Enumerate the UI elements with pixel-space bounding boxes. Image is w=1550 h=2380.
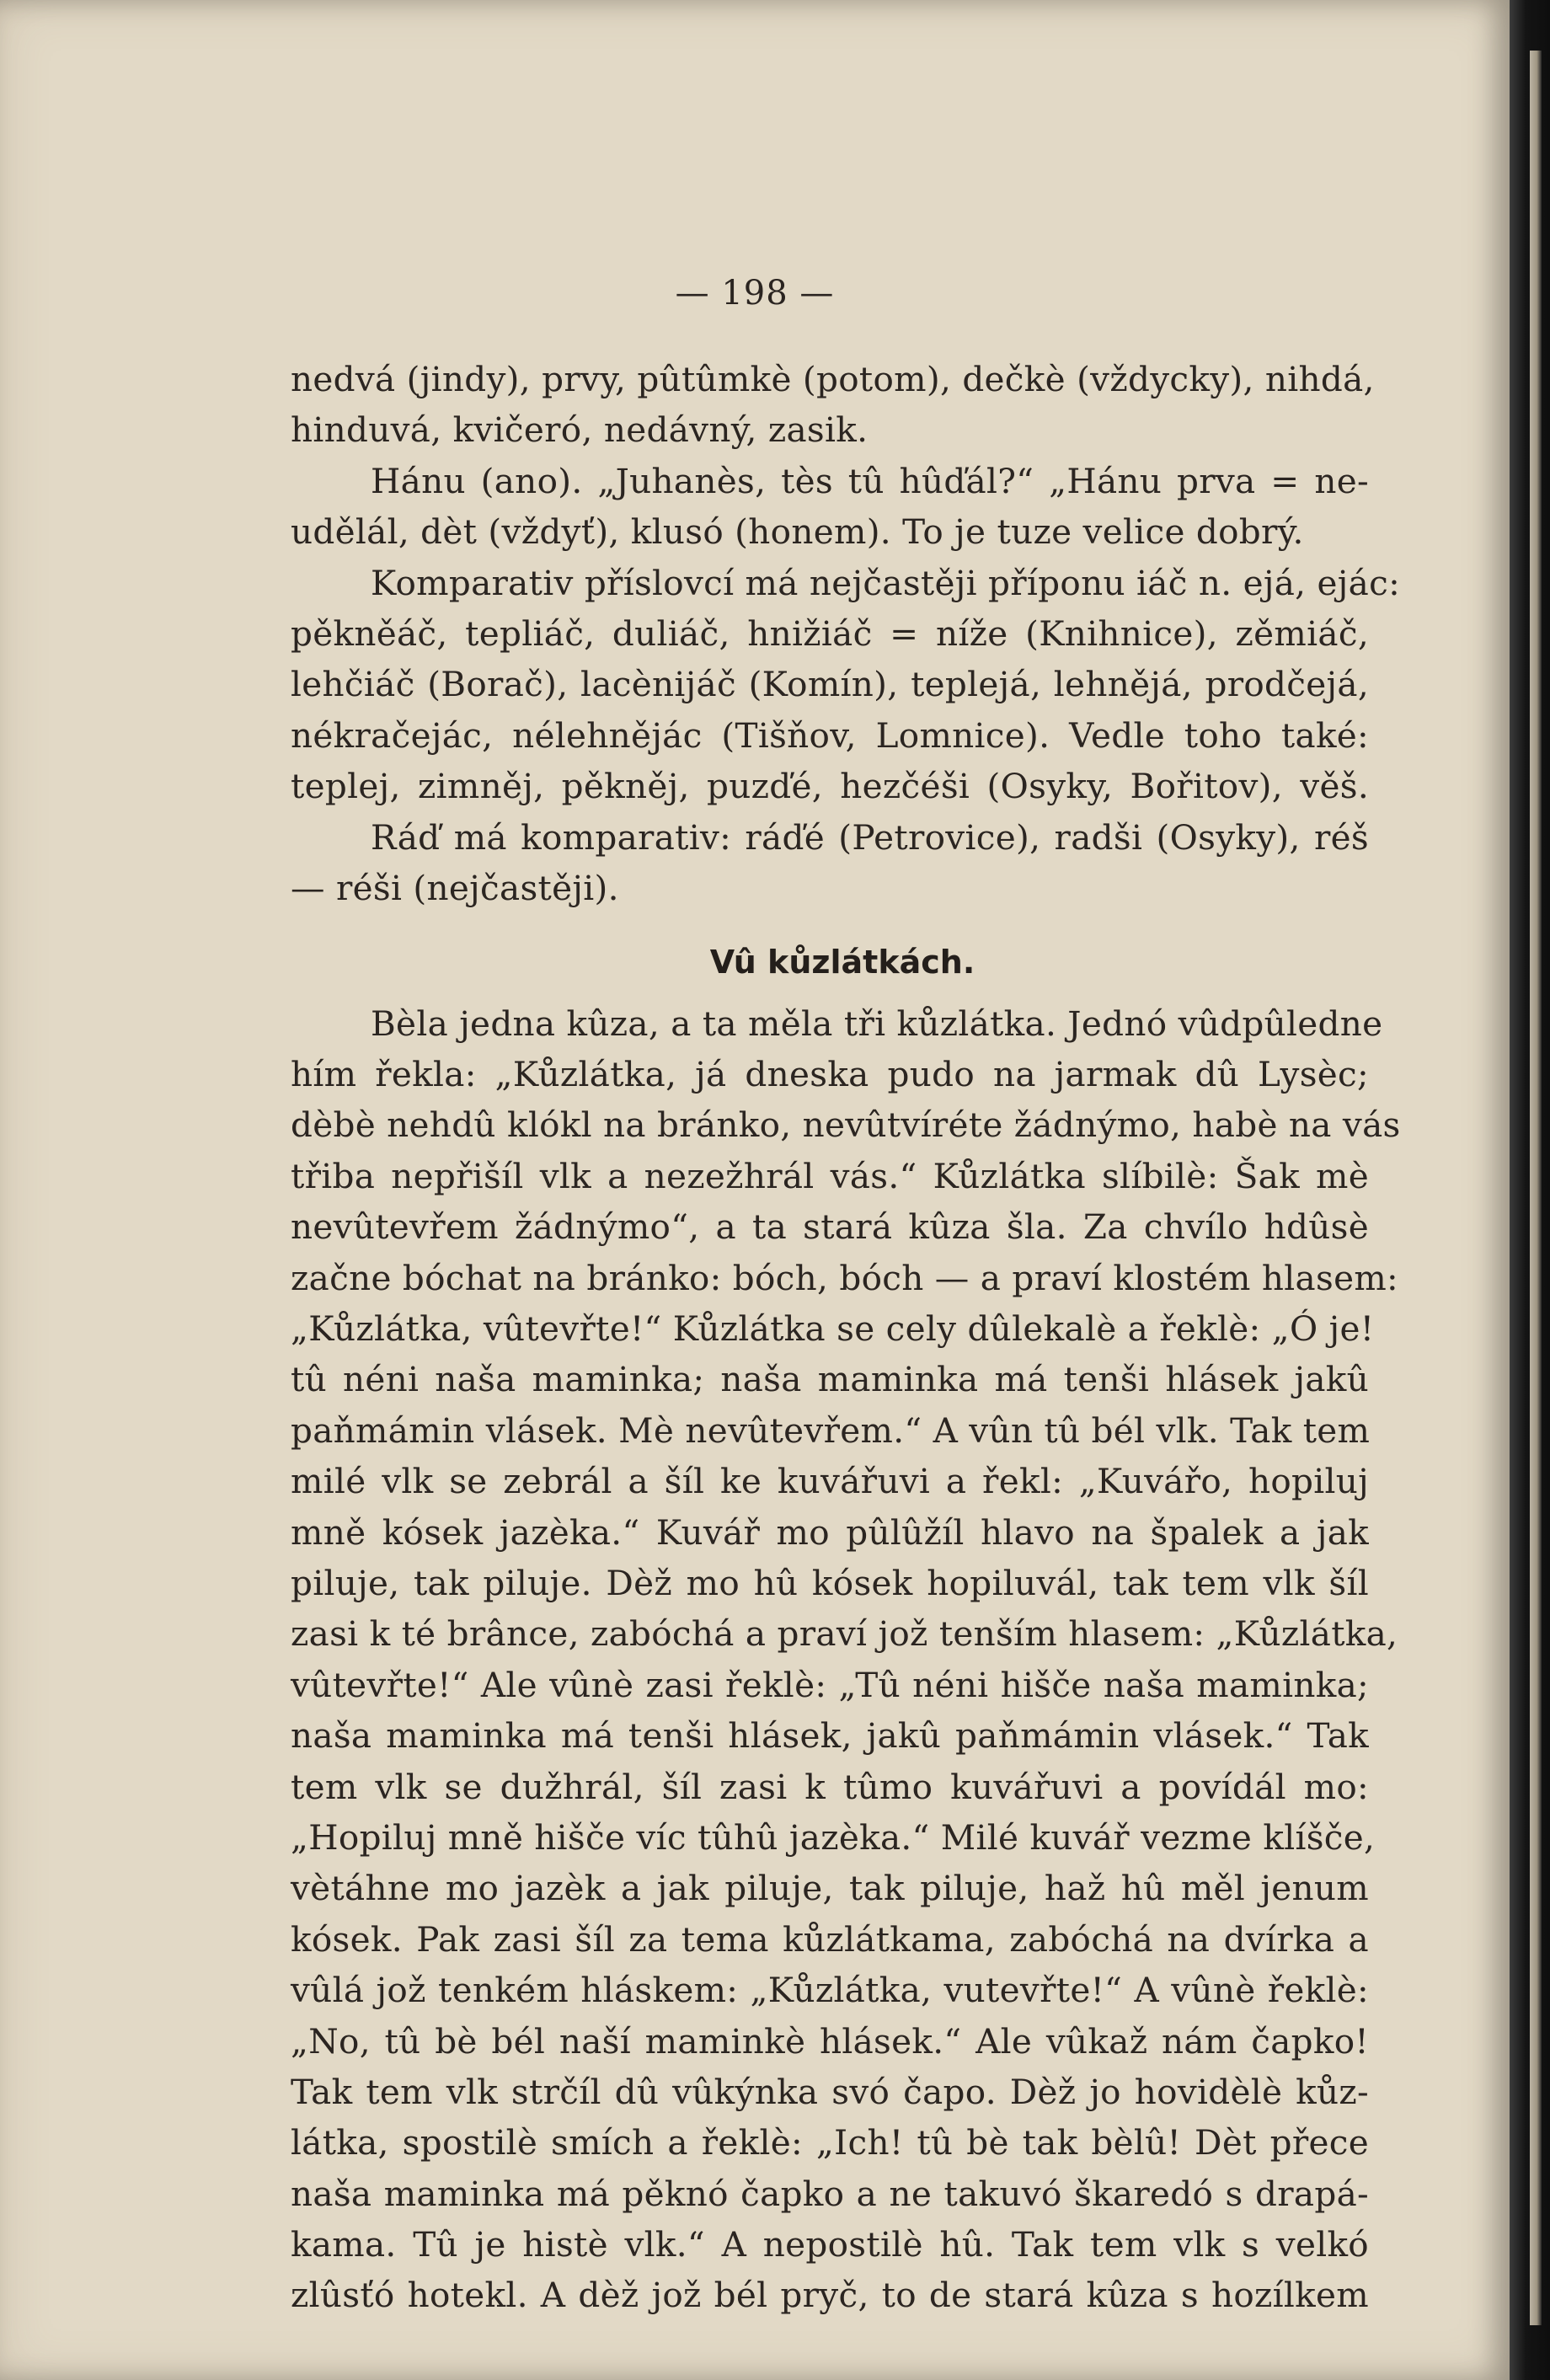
text-line: Hánu (ano). „Juhanès, tès tû hûďál?“ „Hánu prva = ne- xyxy=(371,460,1369,501)
text-line: tû néni naša maminka; naša maminka má tenši hlásek jakû xyxy=(291,1359,1369,1400)
text-line: udělál, dèt (vždyť), klusó (honem). To je tuze velice dobrý. xyxy=(291,511,1304,553)
text-line: — réši (nejčastěji). xyxy=(291,867,619,908)
text-line: nevûtevřem žádnýmo“, a ta stará kûza šla. Za chvílo hdûsè xyxy=(291,1206,1369,1248)
text-line: lehčiáč (Borač), lacènijáč (Komín), teplejá, lehnějá, prodčejá, xyxy=(291,664,1369,705)
text-line: zasi k té brânce, zabóchá a praví jož tenším hlasem: „Kůzlátka, xyxy=(291,1613,1398,1655)
text-line: Ráď má komparativ: ráďé (Petrovice), radši (Osyky), réš xyxy=(371,816,1369,858)
text-line: teplej, zimněj, pěkněj, puzďé, hezčéši (Osyky, Bořitov), věš. xyxy=(291,766,1369,807)
page-number: — 198 — xyxy=(675,274,835,313)
text-line: vûtevřte!“ Ale vûnè zasi řeklè: „Tû néni hišče naša maminka; xyxy=(291,1664,1369,1705)
text-line: Bèla jedna kûza, a ta měla tři kůzlátka. Jednó vûdpûledne xyxy=(371,1003,1383,1044)
text-line: milé vlk se zebrál a šíl ke kuvářuvi a řekl: „Kuvářo, hopiluj xyxy=(291,1461,1369,1502)
text-line: piluje, tak piluje. Dèž mo hû kósek hopiluvál, tak tem vlk šíl xyxy=(291,1562,1369,1603)
text-line: Komparativ příslovcí má nejčastěji příponu iáč n. ejá, ejác: xyxy=(371,562,1401,603)
text-line: naša maminka má tenši hlásek, jakû paňmámin vlásek.“ Tak xyxy=(291,1715,1369,1757)
book-edge xyxy=(1510,0,1550,2380)
text-line: paňmámin vlásek. Mè nevûtevřem.“ A vûn tû bél vlk. Tak tem xyxy=(291,1409,1371,1451)
text-line: dèbè nehdû klókl na bránko, nevûtvíréte žádnýmo, habè na vás xyxy=(291,1104,1401,1146)
text-line: Tak tem vlk strčíl dû vûkýnka svó čapo. Dèž jo hovidèlè kůz- xyxy=(291,2071,1369,2112)
text-line: třiba nepřišíl vlk a nezežhrál vás.“ Kůzlátka slíbilè: Šak mè xyxy=(291,1155,1369,1196)
text-line: látka, spostilè smích a řeklè: „Ich! tû bè tak bèlû! Dèt přece xyxy=(291,2122,1369,2163)
text-line: vètáhne mo jazèk a jak piluje, tak piluje, haž hû měl jenum xyxy=(291,1868,1369,1909)
text-line: hinduvá, kvičeró, nedávný, zasik. xyxy=(291,409,869,451)
text-line: vûlá jož tenkém hláskem: „Kůzlátka, vutevřte!“ A vûnè řeklè: xyxy=(291,1970,1369,2011)
section-heading: Vû kůzlátkách. xyxy=(709,944,975,981)
text-line: „No, tû bè bél naší maminkè hlásek.“ Ale vûkaž nám čapko! xyxy=(291,2020,1369,2062)
text-line: naša maminka má pěknó čapko a ne takuvó škaredó s drapá- xyxy=(291,2173,1369,2214)
text-line: kósek. Pak zasi šíl za tema kůzlátkama, zabóchá na dvírka a xyxy=(291,1918,1369,1960)
text-line: začne bóchat na bránko: bóch, bóch — a praví klostém hlasem: xyxy=(291,1257,1398,1298)
text-line: pěkněáč, tepliáč, duliáč, hnižiáč = níže (Knihnice), zěmiáč, xyxy=(291,612,1369,654)
text-line: „Hopiluj mně hišče víc tûhû jazèka.“ Milé kuvář vezme klíšče, xyxy=(291,1816,1376,1858)
text-line: hím řekla: „Kůzlátka, já dneska pudo na jarmak dû Lysèc; xyxy=(291,1054,1369,1095)
text-line: nékračejác, nélehnějác (Tišňov, Lomnice). Vedle toho také: xyxy=(291,714,1369,756)
text-line: mně kósek jazèka.“ Kuvář mo pûlûžíl hlavo na špalek a jak xyxy=(291,1511,1369,1553)
text-body xyxy=(291,354,1401,2321)
text-line: kama. Tû je histè vlk.“ A nepostilè hû. Tak tem vlk s velkó xyxy=(291,2224,1369,2265)
text-line: tem vlk se dužhrál, šíl zasi k tûmo kuvářuvi a povídál mo: xyxy=(291,1766,1369,1807)
text-line: „Kůzlátka, vûtevřte!“ Kůzlátka se cely dûlekalè a řeklè: „Ó je! xyxy=(291,1308,1375,1350)
text-line: nedvá (jindy), prvy, pûtûmkè (potom), dečkè (vždycky), nihdá, xyxy=(291,359,1375,399)
text-line: zlûsťó hotekl. A dèž jož bél pryč, to de stará kûza s hozílkem xyxy=(291,2275,1369,2316)
page-edge-strip xyxy=(1530,51,1542,2325)
